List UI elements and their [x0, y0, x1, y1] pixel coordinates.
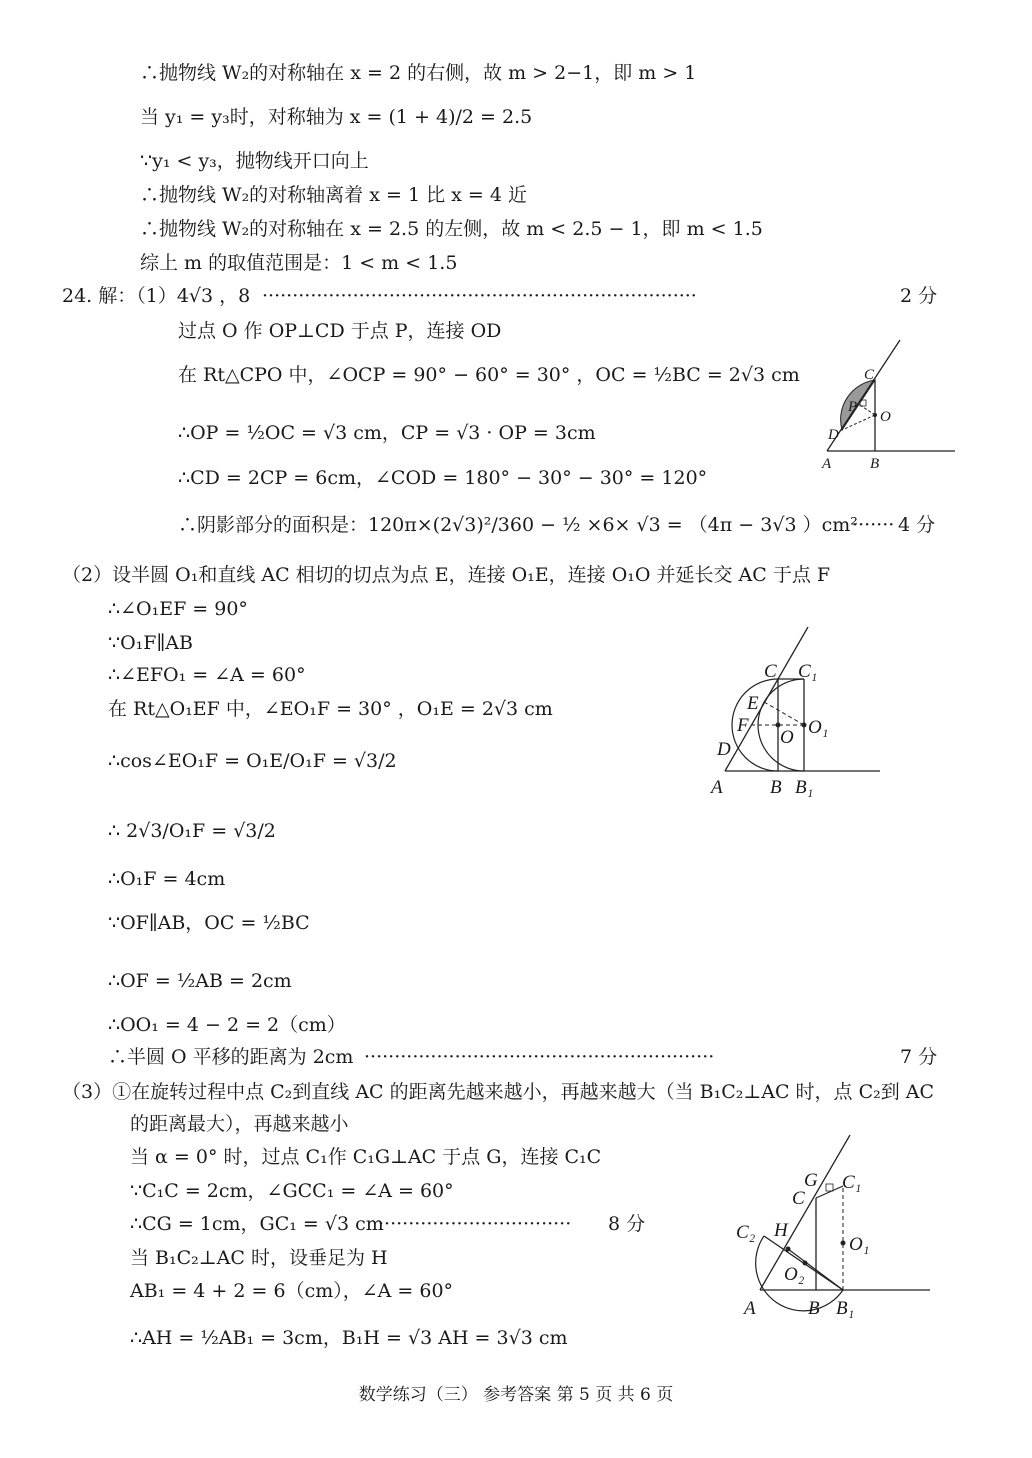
solution-line: ∴OP = ½OC = √3 cm，CP = √3 · OP = 3cm [178, 422, 596, 444]
page-footer: 数学练习（三） 参考答案 第 5 页 共 6 页 [358, 1385, 674, 1405]
leader-dots: ·························································· [364, 1046, 715, 1068]
solution-line: ∵O₁F∥AB [108, 632, 193, 654]
part-3-header: （3）①在旋转过程中点 C₂到直线 AC 的距离先越来越小，再越来越大（当 B₁C₂⊥AC 时，点 C₂到 AC [62, 1081, 935, 1103]
solution-line: ∴OO₁ = 4 − 2 = 2（cm） [108, 1014, 346, 1036]
label: C [864, 367, 875, 383]
label: O [880, 409, 891, 425]
label: C₁ [798, 661, 818, 682]
label: H [774, 1220, 788, 1241]
point-h [786, 1247, 791, 1252]
solution-line: ∴CD = 2CP = 6cm，∠COD = 180° − 30° − 30° = 120° [178, 467, 708, 489]
label: C₂ [736, 1222, 756, 1243]
solution-line: ∴CG = 1cm，GC₁ = √3 cm [130, 1213, 384, 1235]
solution-line: 当 y₁ = y₃时，对称轴为 x = (1 + 4)/2 = 2.5 [140, 106, 533, 128]
label: B [770, 777, 782, 798]
label: D [828, 427, 839, 443]
geometry-figure-2 [700, 625, 890, 805]
solution-line: ∴cos∠EO₁F = O₁E/O₁F = √3/2 [108, 750, 397, 772]
label: C [792, 1188, 805, 1209]
label: A [744, 1298, 756, 1319]
geometry-figure-3 [730, 1130, 940, 1330]
solution-line: ∴∠O₁EF = 90° [108, 598, 248, 620]
label: O₁ [808, 717, 829, 738]
solution-line: ∴抛物线 W₂的对称轴在 x = 2 的右侧，故 m > 2−1，即 m > 1 [140, 62, 697, 84]
score-mark: 4 分 [898, 514, 936, 536]
leader-dots: ········································································ [262, 285, 697, 307]
point-o1 [841, 1241, 846, 1246]
line-ac [760, 1135, 850, 1290]
label: B [808, 1298, 820, 1319]
label: B₁ [795, 777, 814, 798]
label: E [747, 693, 759, 714]
solution-line: 当 B₁C₂⊥AC 时，设垂足为 H [130, 1247, 388, 1269]
solution-line: ∵C₁C = 2cm，∠GCC₁ = ∠A = 60° [130, 1180, 454, 1202]
solution-line: ∴OF = ½AB = 2cm [108, 970, 292, 992]
label: A [711, 777, 723, 798]
solution-line: ∴O₁F = 4cm [108, 868, 226, 890]
label: P [848, 399, 858, 415]
label: D [717, 739, 731, 760]
solution-line: 的距离最大），再越来越小 [130, 1113, 349, 1135]
label: O₁ [849, 1234, 870, 1255]
label: G [804, 1170, 818, 1191]
solution-line: ∵OF∥AB，OC = ½BC [108, 912, 310, 934]
solution-line: ∴阴影部分的面积是：120π×(2√3)²/360 − ½ ×6× √3 = （4π − 3√3 ）cm² [178, 514, 858, 536]
solution-line: 在 Rt△O₁EF 中，∠EO₁F = 30° ，O₁E = 2√3 cm [108, 698, 553, 720]
geometry-figure-1 [810, 335, 960, 475]
solution-line: ∴半圆 O 平移的距离为 2cm [108, 1046, 354, 1068]
solution-line: 当 α = 0° 时，过点 C₁作 C₁G⊥AC 于点 G，连接 C₁C [130, 1146, 602, 1168]
score-mark: 7 分 [900, 1046, 938, 1068]
label: B [870, 456, 880, 472]
solution-line: ∴ 2√3/O₁F = √3/2 [108, 820, 276, 842]
solution-line: 综上 m 的取值范围是：1 < m < 1.5 [140, 252, 458, 274]
leader-dots: ······· [852, 514, 895, 536]
solution-line: ∴AH = ½AB₁ = 3cm，B₁H = √3 AH = 3√3 cm [130, 1327, 568, 1349]
label: C [764, 661, 777, 682]
question-24-header: 24. 解：（1）4√3 ，8 [62, 285, 251, 307]
solution-line: ∴抛物线 W₂的对称轴在 x = 2.5 的左侧，故 m < 2.5 − 1，即 m < 1.5 [140, 218, 763, 240]
right-angle-mark [826, 1184, 833, 1191]
label: O₂ [784, 1264, 805, 1285]
point-o [873, 413, 877, 417]
label: A [822, 456, 832, 472]
solution-line: ∴∠EFO₁ = ∠A = 60° [108, 664, 306, 686]
line-op [860, 405, 875, 415]
solution-line: ∵y₁ < y₃，抛物线开口向上 [140, 150, 369, 172]
score-mark: 8 分 [608, 1213, 646, 1235]
label: F [737, 715, 749, 736]
line-eo1 [764, 702, 804, 725]
label: O [780, 727, 794, 748]
solution-line: ∴抛物线 W₂的对称轴离着 x = 1 比 x = 4 近 [140, 184, 527, 206]
part-2-header: （2）设半圆 O₁和直线 AC 相切的切点为点 E，连接 O₁E，连接 O₁O 并延长交 AC 于点 F [62, 564, 831, 586]
solution-line: 在 Rt△CPO 中，∠OCP = 90° − 60° = 30° ，OC = ½BC = 2√3 cm [178, 364, 800, 386]
leader-dots: ································ [378, 1213, 572, 1235]
solution-line: 过点 O 作 OP⊥CD 于点 P，连接 OD [178, 320, 502, 342]
label: B₁ [836, 1298, 855, 1319]
score-mark: 2 分 [900, 285, 938, 307]
solution-line: AB₁ = 4 + 2 = 6（cm），∠A = 60° [130, 1280, 454, 1302]
label: C₁ [842, 1172, 862, 1193]
point-o1 [802, 723, 807, 728]
